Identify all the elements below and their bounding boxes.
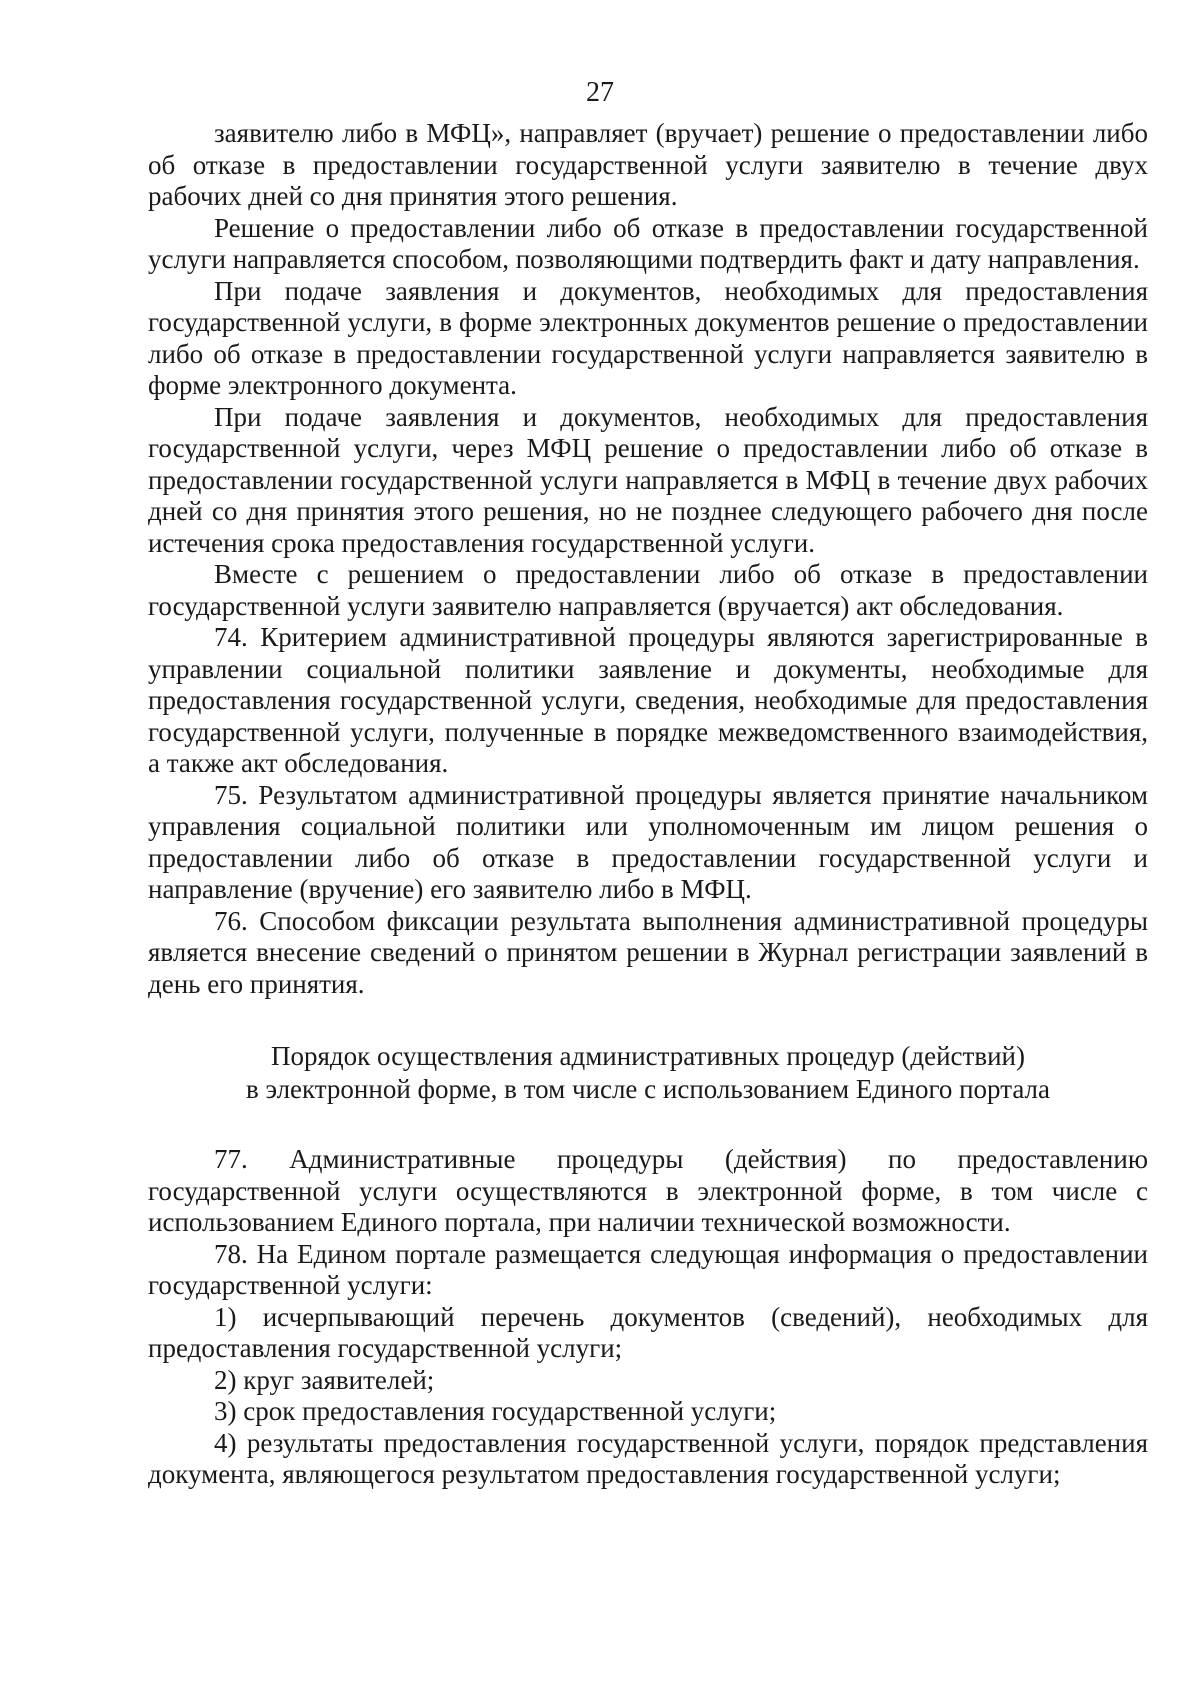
list-item-1: 1) исчерпывающий перечень документов (сведений), необходимых для предоставления государственной услуги; (148, 1301, 1148, 1363)
paragraph-77: 77. Административные процедуры (действия) по предоставлению государственной услуги осуществляются в электронной форме, в том числе с использованием Единого портала, при наличии технической возможности. (148, 1144, 1148, 1237)
paragraph-mfc-submission: При подаче заявления и документов, необходимых для предоставления государственной услуги, через МФЦ решение о предоставлении либо об отказе в предоставлении государственной услуги направляется в МФЦ в течение двух рабочих дней со дня принятия этого решения, но не позднее следующего рабочего дня после истечения срока предоставления государственной услуги. (148, 401, 1148, 558)
paragraph-continuation: заявителю либо в МФЦ», направляет (вручает) решение о предоставлении либо об отказе в предоставлении государственной услуги заявителю в течение двух рабочих дней со дня принятия этого решения. (148, 118, 1148, 211)
paragraph-decision-delivery: Решение о предоставлении либо об отказе в предоставлении государственной услуги направляется способом, позволяющими подтвердить факт и дату направления. (148, 212, 1148, 274)
section-heading (148, 1040, 1148, 1106)
paragraph-inspection-act: Вместе с решением о предоставлении либо об отказе в предоставлении государственной услуги заявителю направляется (вручается) акт обследования. (148, 559, 1148, 621)
paragraph-75: 75. Результатом административной процедуры является принятие начальником управления социальной политики или уполномоченным им лицом решения о предоставлении либо об отказе в предоставлении государственной услуги и направление (вручение) его заявителю либо в МФЦ. (148, 779, 1148, 904)
section-heading-line-2: в электронной форме, в том числе с использованием Единого портала (245, 1074, 1050, 1104)
paragraph-electronic-submission: При подаче заявления и документов, необходимых для предоставления государственной услуги, в форме электронных документов решение о предоставлении либо об отказе в предоставлении государственной услуги направляется заявителю в форме электронного документа. (148, 275, 1148, 400)
document-body (148, 118, 1148, 1491)
list-item-3: 3) срок предоставления государственной услуги; (214, 1396, 777, 1426)
section-heading-line-1: Порядок осуществления административных процедур (действий) (271, 1041, 1025, 1071)
list-item-2: 2) круг заявителей; (214, 1364, 435, 1395)
paragraph-74: 74. Критерием административной процедуры являются зарегистрированные в управлении социальной политики заявление и документы, необходимые для предоставления государственной услуги, сведения, необходимые для предоставления государственной услуги, полученные в порядке межведомственного взаимодействия, а также акт обследования. (148, 622, 1148, 778)
paragraph-76: 76. Способом фиксации результата выполнения административной процедуры является внесение сведений о принятом решении в Журнал регистрации заявлений в день его принятия. (148, 905, 1148, 999)
page-number: 27 (586, 77, 614, 108)
list-item-4: 4) результаты предоставления государственной услуги, порядок представления документа, являющегося результатом предоставления государственной услуги; (148, 1427, 1148, 1489)
paragraph-78: 78. На Едином портале размещается следующая информация о предоставлении государственной услуги: (148, 1238, 1148, 1300)
